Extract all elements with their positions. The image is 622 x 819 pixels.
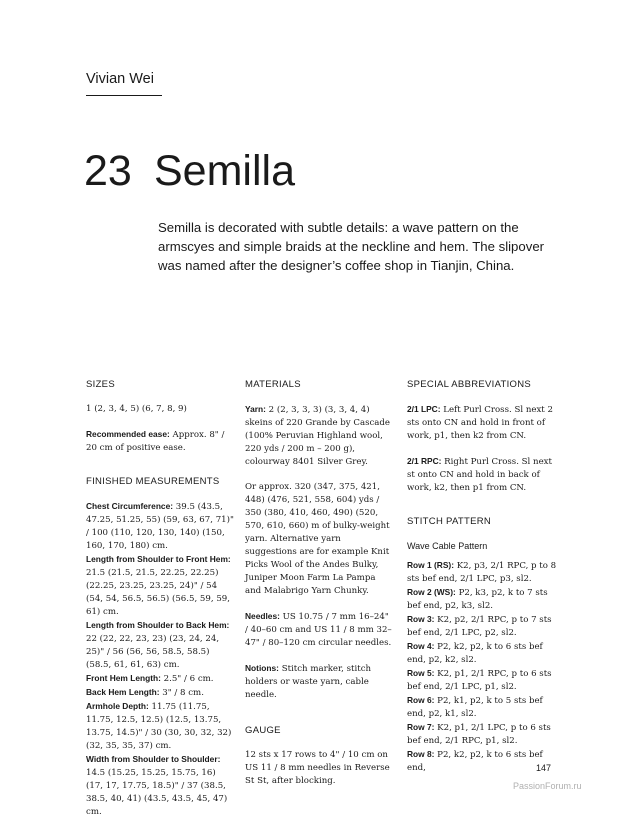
watermark: PassionForum.ru <box>513 781 582 791</box>
needles-paragraph <box>245 610 393 650</box>
ease-label: Recommended ease: <box>86 429 170 439</box>
intro-paragraph: Semilla is decorated with subtle details: a wave pattern on the armscyes and simple braids at the neckline and hem. The slipover was named after the designer’s coffee shop in Tianjin, China. <box>158 220 545 273</box>
stitch-row <box>407 721 559 748</box>
abbreviation-item-label: 2/1 RPC: <box>407 456 442 466</box>
stitch-row <box>407 694 559 721</box>
stitch-row <box>407 559 559 586</box>
designer-underline <box>86 95 162 96</box>
abbreviation-item <box>407 403 559 443</box>
gauge-text: 12 sts x 17 rows to 4" / 10 cm on US 11 / 8 mm needles in Reverse St St, after blocking. <box>245 750 390 786</box>
measurement-item <box>86 672 234 686</box>
measurement-item-text: 11.75 (11.75, 11.75, 12.5, 12.5) (12.5, 13.75, 13.75, 14.5)" / 30 (30, 30, 32, 32) (32, 35, 35, 37) cm. <box>86 702 232 751</box>
stitch-row-text: P2, k2, p2, k to 6 sts bef end, <box>407 750 543 773</box>
gauge-heading: GAUGE <box>245 725 281 736</box>
stitch-row-text: P2, k1, p2, k to 5 sts bef end, p2, k1, sl2. <box>407 696 543 719</box>
stitch-row-text: P2, k2, p2, k to 6 sts bef end, p2, k2, sl2. <box>407 642 543 665</box>
wave-cable-subheading: Wave Cable Pattern <box>407 541 488 551</box>
stitch-pattern-heading: STITCH PATTERN <box>407 516 492 527</box>
stitch-row-label: Row 8: <box>407 749 435 759</box>
stitch-row <box>407 613 559 640</box>
stitch-row-text: K2, p3, 2/1 RPC, p to 8 sts bef end, 2/1 LPC, p3, sl2. <box>407 561 557 584</box>
sizes-value: 1 (2, 3, 4, 5) (6, 7, 8, 9) <box>86 404 187 414</box>
stitch-row-label: Row 6: <box>407 695 435 705</box>
abbreviations-heading: SPECIAL ABBREVIATIONS <box>407 379 532 390</box>
yarn-paragraph <box>245 403 393 469</box>
measurement-item-label: Armhole Depth: <box>86 701 149 711</box>
stitch-row-text: K2, p1, 2/1 LPC, p to 6 sts bef end, 2/1 RPC, p1, sl2. <box>407 723 551 746</box>
pattern-number: 23 <box>84 147 132 195</box>
measurement-item-text: 22 (22, 22, 23, 23) (23, 24, 24, 25)" / 56 (56, 56, 58.5, 58.5) (58.5, 61, 61, 63) cm. <box>86 634 220 670</box>
column-materials <box>245 378 393 800</box>
measurement-item-label: Length from Shoulder to Front Hem: <box>86 554 231 564</box>
measurement-item-text: 21.5 (21.5, 21.5, 22.25, 22.25) (22.25, 23.25, 23.25, 24)" / 54 (54, 54, 56.5, 56.5) (56.5, 59, 59, 61) cm. <box>86 568 230 617</box>
measurement-item <box>86 686 234 700</box>
notions-label: Notions: <box>245 663 279 673</box>
sizes-heading: SIZES <box>86 379 115 390</box>
measurement-item-label: Front Hem Length: <box>86 673 161 683</box>
pattern-title: Semilla <box>154 147 295 195</box>
measurement-item-label: Length from Shoulder to Back Hem: <box>86 620 230 630</box>
stitch-row-text: K2, p2, 2/1 RPC, p to 7 sts bef end, 2/1 LPC, p2, sl2. <box>407 615 552 638</box>
stitch-row-label: Row 3: <box>407 614 435 624</box>
needles-label: Needles: <box>245 611 280 621</box>
designer-name: Vivian Wei <box>86 71 154 87</box>
stitch-row-label: Row 5: <box>407 668 435 678</box>
stitch-row <box>407 640 559 667</box>
alt-yarn-paragraph: Or approx. 320 (347, 375, 421, 448) (476, 521, 558, 604) yds / 350 (380, 410, 460, 490) (520, 570, 610, 660) m of bulky-weight yarn. Alternative yarn suggestions are for example Knit Picks Wool of the Andes Bulky, Juniper Moon Farm La Pampa and Malabrigo Yarn Chunky. <box>245 482 390 596</box>
stitch-row-label: Row 7: <box>407 722 435 732</box>
page-number: 147 <box>536 763 552 773</box>
column-sizes <box>86 378 234 819</box>
yarn-text: 2 (2, 3, 3, 3) (3, 3, 4, 4) skeins of 220 Grande by Cascade (100% Peruvian Highland wool, 220 yds / 200 m – 200 g), colourway 8401 Silver Grey. <box>245 405 391 467</box>
stitch-row-text: K2, p1, 2/1 RPC, p to 6 sts bef end, 2/1 LPC, p1, sl2. <box>407 669 552 692</box>
measurement-item <box>86 700 234 753</box>
stitch-row <box>407 586 559 613</box>
abbreviation-item-label: 2/1 LPC: <box>407 404 441 414</box>
abbreviation-item-text: Right Purl Cross. Sl next st onto CN and hold in back of work, k2, then p1 from CN. <box>407 457 552 493</box>
ease-text: Approx. 8" / 20 cm of positive ease. <box>86 430 225 453</box>
measurement-item-text: 14.5 (15.25, 15.25, 15.75, 16) (17, 17, 17.75, 18.5)" / 37 (38.5, 38.5, 40, 41) (43.5, 43.5, 45, 47) cm. <box>86 768 228 817</box>
abbreviation-item <box>407 455 559 495</box>
finished-measurements-list <box>86 500 234 819</box>
needles-text: US 10.75 / 7 mm 16–24" / 40–60 cm and US 11 / 8 mm 32–47" / 80–120 cm circular needles. <box>245 612 392 648</box>
measurement-item <box>86 500 234 553</box>
measurement-item-label: Back Hem Length: <box>86 687 160 697</box>
notions-paragraph <box>245 662 393 702</box>
measurement-item <box>86 619 234 672</box>
column-abbreviations <box>407 378 559 775</box>
stitch-row-label: Row 1 (RS): <box>407 560 454 570</box>
measurement-item-text: 39.5 (43.5, 47.25, 51.25, 55) (59, 63, 67, 71)" / 100 (110, 120, 130, 140) (150, 160, 170, 180) cm. <box>86 502 234 551</box>
measurement-item <box>86 553 234 619</box>
materials-heading: MATERIALS <box>245 379 301 390</box>
measurement-item-text: 3" / 8 cm. <box>159 688 204 698</box>
recommended-ease <box>86 428 234 455</box>
stitch-row-label: Row 2 (WS): <box>407 587 456 597</box>
finished-heading: FINISHED MEASUREMENTS <box>86 476 220 487</box>
measurement-item-label: Width from Shoulder to Shoulder: <box>86 754 221 764</box>
stitch-rows-list <box>407 559 559 775</box>
measurement-item-text: 2.5" / 6 cm. <box>160 674 214 684</box>
notions-text: Stitch marker, stitch holders or waste yarn, cable needle. <box>245 664 372 700</box>
stitch-row <box>407 667 559 694</box>
abbreviations-list <box>407 403 559 495</box>
measurement-item <box>86 753 234 819</box>
stitch-row-text: P2, k3, p2, k to 7 sts bef end, p2, k3, sl2. <box>407 588 548 611</box>
stitch-row-label: Row 4: <box>407 641 435 651</box>
measurement-item-label: Chest Circumference: <box>86 501 174 511</box>
yarn-label: Yarn: <box>245 404 266 414</box>
abbreviation-item-text: Left Purl Cross. Sl next 2 sts onto CN and hold in front of work, p1, then k2 from CN. <box>407 405 553 441</box>
